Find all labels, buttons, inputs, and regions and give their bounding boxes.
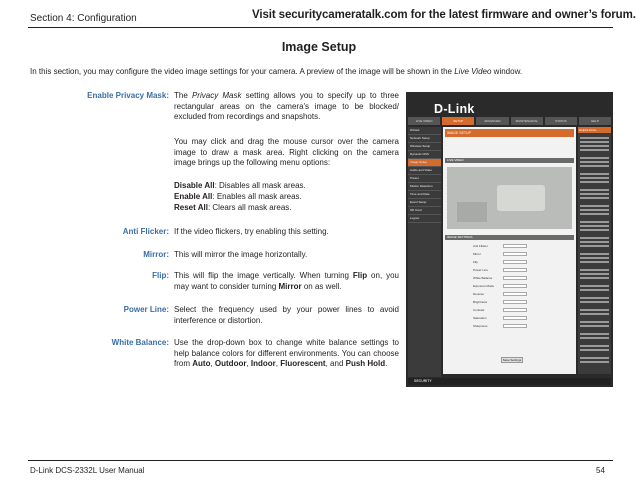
dlink-logo: D-Link: [434, 102, 475, 116]
help-text-line: [580, 161, 609, 163]
nav-item: Dynamic DNS: [408, 151, 441, 159]
setting-row: Denoise: [473, 291, 573, 297]
help-text-line: [580, 137, 609, 139]
tab-maintenance: MAINTENANCE: [511, 117, 543, 125]
help-text-line: [580, 157, 609, 159]
bottom-divider: [28, 460, 613, 461]
tab-advanced: ADVANCED: [476, 117, 508, 125]
term-power-line: Power Line:: [123, 305, 169, 314]
help-text-line: [580, 361, 609, 363]
tab-help: HELP: [579, 117, 611, 125]
screenshot-sidebar: [408, 127, 441, 377]
help-text-line: [580, 181, 609, 183]
section-label: Section 4: Configuration: [30, 13, 137, 24]
nav-item-active: Image Setup: [408, 159, 441, 167]
help-text-line: [580, 285, 609, 287]
save-settings-button: Save Settings: [502, 358, 522, 362]
visit-banner: Visit securitycameratalk.com for the latest firmware and owner’s forum.: [252, 9, 636, 21]
help-text-line: [580, 141, 609, 143]
nav-item: Time and Date: [408, 191, 441, 199]
option-reset-all: Reset All: Clears all mask areas.: [174, 203, 292, 212]
setting-row: Exposure Mode: [473, 283, 573, 289]
def-privacy-mask: The Privacy Mask setting allows you to specify up to three rectangular areas on the camera's image to be blocked/ excluded from recordings and snapshots.: [174, 91, 400, 122]
help-text-line: [580, 345, 609, 347]
help-text-line: [580, 189, 609, 191]
screenshot-main: [443, 127, 576, 374]
help-text-line: [580, 333, 609, 335]
setting-row: Sharpness: [473, 323, 573, 329]
option-disable-all: Disable All: Disables all mask areas.: [174, 181, 306, 190]
term-anti-flicker: Anti Flicker:: [122, 227, 169, 236]
top-divider: [28, 27, 613, 28]
screenshot-help-panel: [578, 127, 611, 374]
preview-object: [457, 202, 487, 222]
nav-item: Network Setup: [408, 135, 441, 143]
help-title: Helpful Hints..: [578, 127, 611, 133]
setting-row: Anti Flicker: [473, 243, 573, 249]
setting-row: Brightness: [473, 299, 573, 305]
help-text-line: [580, 297, 609, 299]
help-text-line: [580, 289, 609, 291]
help-text-line: [580, 253, 609, 255]
help-text-line: [580, 325, 609, 327]
help-text-line: [580, 229, 609, 231]
help-text-line: [580, 193, 609, 195]
help-text-line: [580, 349, 609, 351]
help-text-line: [580, 177, 609, 179]
help-text-line: [580, 145, 609, 147]
image-setup-screenshot: [406, 92, 613, 387]
def-power-line: Select the frequency used by your power lines to avoid interference or distortion.: [174, 305, 399, 325]
help-text-line: [580, 313, 609, 315]
intro-paragraph: In this section, you may configure the video image settings for your camera. A preview of the image will be shown in the Live Video window.: [30, 67, 523, 76]
image-settings-bar: IMAGE SETTINGS: [445, 235, 574, 240]
tab-live-video: LIVE VIDEO: [408, 117, 440, 125]
help-text-line: [580, 165, 609, 167]
help-text-line: [580, 277, 609, 279]
help-text-line: [580, 173, 609, 175]
setting-row: Power Line: [473, 267, 573, 273]
term-white-balance: White Balance:: [111, 338, 169, 347]
help-text-line: [580, 257, 609, 259]
help-text-line: [580, 321, 609, 323]
setting-row: Flip: [473, 259, 573, 265]
nav-item: SD Card: [408, 207, 441, 215]
help-text-line: [580, 225, 609, 227]
help-text-line: [580, 213, 609, 215]
tab-setup: SETUP: [442, 117, 474, 125]
help-text-line: [580, 245, 609, 247]
help-text-line: [580, 301, 609, 303]
help-text-line: [580, 273, 609, 275]
help-text-line: [580, 209, 609, 211]
help-text-line: [580, 261, 609, 263]
screenshot-heading: IMAGE SETUP: [445, 129, 574, 137]
term-privacy-mask: Enable Privacy Mask:: [87, 91, 169, 100]
live-video-bar: LIVE VIDEO: [445, 158, 574, 163]
nav-item: Audio and Video: [408, 167, 441, 175]
def-white-balance: Use the drop-down box to change white balance settings to help balance colors for different environments. You can choose from Auto, Outdoor, Indoor, Fluorescent, and Push Hold.: [174, 338, 399, 369]
nav-item: Wireless Setup: [408, 143, 441, 151]
help-text-line: [580, 197, 609, 199]
nav-item: Event Setup: [408, 199, 441, 207]
def-anti-flicker: If the video flickers, try enabling this setting.: [174, 227, 329, 236]
help-text-line: [580, 357, 609, 359]
setting-row: Saturation: [473, 315, 573, 321]
preview-wall: [497, 185, 545, 211]
screenshot-footer: SECURITY: [408, 378, 611, 385]
nav-item: Logout: [408, 215, 441, 223]
term-flip: Flip:: [152, 271, 169, 280]
tab-status: STATUS: [545, 117, 577, 125]
page-title: Image Setup: [281, 40, 357, 54]
camera-preview: [447, 167, 572, 229]
screenshot-tabs: [408, 117, 611, 125]
def-privacy-mask-mouse: You may click and drag the mouse cursor over the camera image to draw a mask area. Right clicking on the camera image brings up the following menu options:: [174, 137, 399, 168]
page-number: 54: [596, 466, 605, 475]
help-text-line: [580, 149, 609, 151]
help-text-line: [580, 309, 609, 311]
setting-row: Contrast: [473, 307, 573, 313]
setting-row: Mirror: [473, 251, 573, 257]
nav-item: Wizard: [408, 127, 441, 135]
option-enable-all: Enable All: Enables all mask areas.: [174, 192, 302, 201]
nav-item: Motion Detection: [408, 183, 441, 191]
help-text-line: [580, 221, 609, 223]
nav-item: Preset: [408, 175, 441, 183]
help-text-line: [580, 205, 609, 207]
term-mirror: Mirror:: [143, 250, 169, 259]
def-mirror: This will mirror the image horizontally.: [174, 250, 308, 259]
help-text-line: [580, 269, 609, 271]
footer-manual-title: D-Link DCS-2332L User Manual: [30, 466, 145, 475]
help-text-line: [580, 337, 609, 339]
help-text-line: [580, 237, 609, 239]
setting-row: White Balance: [473, 275, 573, 281]
def-flip: This will flip the image vertically. When turning Flip on, you may want to consider turning Mirror on as well.: [174, 271, 400, 291]
help-text-line: [580, 241, 609, 243]
